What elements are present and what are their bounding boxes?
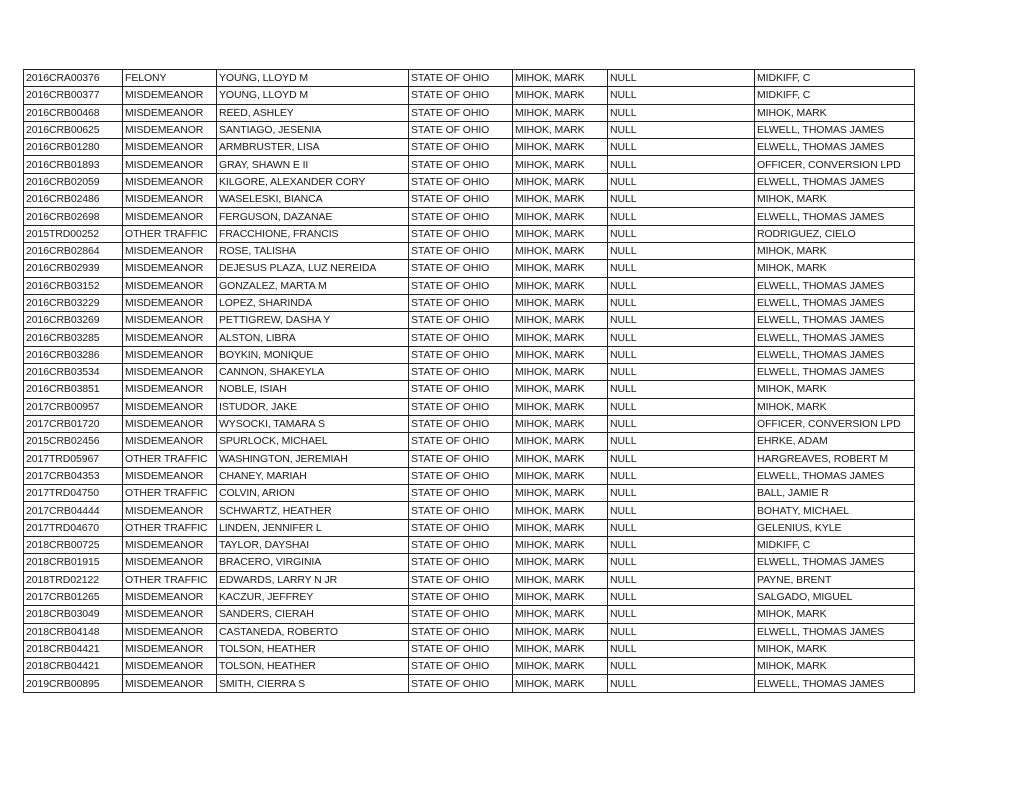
cell-attorney: NULL [608, 104, 755, 121]
cell-officer: HARGREAVES, ROBERT M [755, 450, 915, 467]
cell-attorney: NULL [608, 346, 755, 363]
cell-case-number: 2018TRD02122 [24, 571, 123, 588]
cell-officer: ELWELL, THOMAS JAMES [755, 173, 915, 190]
cell-officer: MIHOK, MARK [755, 104, 915, 121]
cell-case-number: 2018CRB01915 [24, 554, 123, 571]
cell-defendant: COLVIN, ARION [217, 485, 409, 502]
table-row [24, 537, 915, 554]
cell-attorney: NULL [608, 242, 755, 259]
cell-case-type: MISDEMEANOR [123, 398, 217, 415]
cell-case-type: MISDEMEANOR [123, 104, 217, 121]
cell-case-number: 2016CRB03269 [24, 312, 123, 329]
cell-officer: MIDKIFF, C [755, 87, 915, 104]
cell-case-number: 2016CRB02698 [24, 208, 123, 225]
cell-case-type: MISDEMEANOR [123, 433, 217, 450]
cell-attorney: NULL [608, 398, 755, 415]
cell-plaintiff: STATE OF OHIO [409, 346, 513, 363]
table-row [24, 623, 915, 640]
cell-officer: ELWELL, THOMAS JAMES [755, 294, 915, 311]
table-row [24, 312, 915, 329]
cell-officer: MIDKIFF, C [755, 537, 915, 554]
table-row [24, 156, 915, 173]
table-row [24, 242, 915, 259]
cell-case-number: 2017CRB04444 [24, 502, 123, 519]
cell-judge: MIHOK, MARK [513, 346, 608, 363]
cell-defendant: LINDEN, JENNIFER L [217, 519, 409, 536]
cell-case-type: MISDEMEANOR [123, 415, 217, 432]
table-row [24, 225, 915, 242]
cell-attorney: NULL [608, 502, 755, 519]
cell-judge: MIHOK, MARK [513, 675, 608, 692]
cell-case-type: FELONY [123, 70, 217, 87]
cell-defendant: FRACCHIONE, FRANCIS [217, 225, 409, 242]
cell-case-number: 2018CRB04148 [24, 623, 123, 640]
cell-defendant: REED, ASHLEY [217, 104, 409, 121]
cell-plaintiff: STATE OF OHIO [409, 87, 513, 104]
cell-case-type: MISDEMEANOR [123, 329, 217, 346]
cell-attorney: NULL [608, 658, 755, 675]
cell-plaintiff: STATE OF OHIO [409, 640, 513, 657]
cell-officer: ELWELL, THOMAS JAMES [755, 675, 915, 692]
cell-judge: MIHOK, MARK [513, 537, 608, 554]
cell-case-type: MISDEMEANOR [123, 346, 217, 363]
cell-defendant: TAYLOR, DAYSHAI [217, 537, 409, 554]
cell-plaintiff: STATE OF OHIO [409, 104, 513, 121]
cell-case-type: OTHER TRAFFIC [123, 485, 217, 502]
cell-attorney: NULL [608, 537, 755, 554]
cell-case-type: MISDEMEANOR [123, 173, 217, 190]
cell-attorney: NULL [608, 381, 755, 398]
cell-officer: ELWELL, THOMAS JAMES [755, 467, 915, 484]
cell-case-number: 2016CRA00376 [24, 70, 123, 87]
cell-plaintiff: STATE OF OHIO [409, 450, 513, 467]
cell-attorney: NULL [608, 260, 755, 277]
cell-attorney: NULL [608, 294, 755, 311]
cell-case-number: 2018CRB04421 [24, 640, 123, 657]
cell-attorney: NULL [608, 433, 755, 450]
cell-plaintiff: STATE OF OHIO [409, 364, 513, 381]
cell-defendant: WASHINGTON, JEREMIAH [217, 450, 409, 467]
cell-plaintiff: STATE OF OHIO [409, 225, 513, 242]
cell-attorney: NULL [608, 588, 755, 605]
cell-officer: ELWELL, THOMAS JAMES [755, 139, 915, 156]
cell-judge: MIHOK, MARK [513, 225, 608, 242]
cell-case-number: 2016CRB00377 [24, 87, 123, 104]
cell-attorney: NULL [608, 571, 755, 588]
cell-case-type: MISDEMEANOR [123, 658, 217, 675]
cell-officer: RODRIGUEZ, CIELO [755, 225, 915, 242]
cell-defendant: FERGUSON, DAZANAE [217, 208, 409, 225]
table-row [24, 606, 915, 623]
cell-plaintiff: STATE OF OHIO [409, 242, 513, 259]
cell-attorney: NULL [608, 415, 755, 432]
cell-plaintiff: STATE OF OHIO [409, 415, 513, 432]
cell-judge: MIHOK, MARK [513, 191, 608, 208]
cell-officer: MIHOK, MARK [755, 242, 915, 259]
cell-attorney: NULL [608, 208, 755, 225]
cell-defendant: YOUNG, LLOYD M [217, 87, 409, 104]
cell-officer: MIHOK, MARK [755, 381, 915, 398]
cell-case-type: MISDEMEANOR [123, 588, 217, 605]
cell-attorney: NULL [608, 623, 755, 640]
cell-defendant: CANNON, SHAKEYLA [217, 364, 409, 381]
cell-plaintiff: STATE OF OHIO [409, 139, 513, 156]
cell-officer: SALGADO, MIGUEL [755, 588, 915, 605]
cell-defendant: WASELESKI, BIANCA [217, 191, 409, 208]
cell-case-number: 2018CRB04421 [24, 658, 123, 675]
cell-case-number: 2017TRD04670 [24, 519, 123, 536]
cell-defendant: SMITH, CIERRA S [217, 675, 409, 692]
cell-case-type: MISDEMEANOR [123, 640, 217, 657]
cell-judge: MIHOK, MARK [513, 121, 608, 138]
table-row [24, 104, 915, 121]
cell-officer: OFFICER, CONVERSION LPD [755, 415, 915, 432]
cell-case-type: MISDEMEANOR [123, 554, 217, 571]
cell-plaintiff: STATE OF OHIO [409, 588, 513, 605]
cell-judge: MIHOK, MARK [513, 606, 608, 623]
cell-attorney: NULL [608, 173, 755, 190]
cell-defendant: TOLSON, HEATHER [217, 640, 409, 657]
table-row [24, 571, 915, 588]
table-row [24, 70, 915, 87]
cell-defendant: YOUNG, LLOYD M [217, 70, 409, 87]
cell-officer: ELWELL, THOMAS JAMES [755, 208, 915, 225]
cell-case-type: MISDEMEANOR [123, 277, 217, 294]
cell-case-type: MISDEMEANOR [123, 312, 217, 329]
cell-plaintiff: STATE OF OHIO [409, 571, 513, 588]
table-row [24, 658, 915, 675]
table-row [24, 398, 915, 415]
cell-judge: MIHOK, MARK [513, 467, 608, 484]
cell-judge: MIHOK, MARK [513, 588, 608, 605]
cell-plaintiff: STATE OF OHIO [409, 312, 513, 329]
cell-defendant: EDWARDS, LARRY N JR [217, 571, 409, 588]
case-records-table [23, 69, 915, 693]
cell-case-type: MISDEMEANOR [123, 87, 217, 104]
cell-case-number: 2016CRB02939 [24, 260, 123, 277]
cell-case-type: MISDEMEANOR [123, 139, 217, 156]
table-row [24, 433, 915, 450]
cell-plaintiff: STATE OF OHIO [409, 260, 513, 277]
cell-officer: EHRKE, ADAM [755, 433, 915, 450]
cell-defendant: KILGORE, ALEXANDER CORY [217, 173, 409, 190]
cell-attorney: NULL [608, 450, 755, 467]
cell-defendant: ROSE, TALISHA [217, 242, 409, 259]
cell-judge: MIHOK, MARK [513, 485, 608, 502]
cell-officer: MIHOK, MARK [755, 398, 915, 415]
cell-defendant: GRAY, SHAWN E II [217, 156, 409, 173]
cell-attorney: NULL [608, 121, 755, 138]
cell-case-number: 2016CRB02864 [24, 242, 123, 259]
cell-plaintiff: STATE OF OHIO [409, 398, 513, 415]
cell-case-number: 2017CRB00957 [24, 398, 123, 415]
table-row [24, 139, 915, 156]
cell-defendant: ISTUDOR, JAKE [217, 398, 409, 415]
cell-judge: MIHOK, MARK [513, 640, 608, 657]
cell-case-type: MISDEMEANOR [123, 606, 217, 623]
cell-officer: ELWELL, THOMAS JAMES [755, 277, 915, 294]
table-row [24, 208, 915, 225]
cell-case-number: 2016CRB02486 [24, 191, 123, 208]
cell-case-type: MISDEMEANOR [123, 191, 217, 208]
cell-case-type: OTHER TRAFFIC [123, 450, 217, 467]
table-row [24, 415, 915, 432]
cell-defendant: SCHWARTZ, HEATHER [217, 502, 409, 519]
cell-case-type: MISDEMEANOR [123, 675, 217, 692]
cell-defendant: CASTANEDA, ROBERTO [217, 623, 409, 640]
cell-case-number: 2015CRB02456 [24, 433, 123, 450]
cell-attorney: NULL [608, 467, 755, 484]
table-row [24, 329, 915, 346]
table-row [24, 675, 915, 692]
cell-defendant: LOPEZ, SHARINDA [217, 294, 409, 311]
cell-case-number: 2016CRB03285 [24, 329, 123, 346]
cell-case-type: MISDEMEANOR [123, 381, 217, 398]
cell-defendant: ARMBRUSTER, LISA [217, 139, 409, 156]
table-row [24, 191, 915, 208]
cell-officer: MIHOK, MARK [755, 658, 915, 675]
cell-plaintiff: STATE OF OHIO [409, 121, 513, 138]
cell-case-number: 2016CRB03229 [24, 294, 123, 311]
cell-judge: MIHOK, MARK [513, 554, 608, 571]
cell-officer: ELWELL, THOMAS JAMES [755, 623, 915, 640]
cell-case-type: MISDEMEANOR [123, 537, 217, 554]
cell-plaintiff: STATE OF OHIO [409, 173, 513, 190]
table-row [24, 294, 915, 311]
cell-defendant: BRACERO, VIRGINIA [217, 554, 409, 571]
cell-officer: ELWELL, THOMAS JAMES [755, 346, 915, 363]
cell-judge: MIHOK, MARK [513, 623, 608, 640]
cell-case-type: MISDEMEANOR [123, 208, 217, 225]
table-row [24, 485, 915, 502]
cell-attorney: NULL [608, 70, 755, 87]
cell-plaintiff: STATE OF OHIO [409, 191, 513, 208]
cell-judge: MIHOK, MARK [513, 519, 608, 536]
cell-officer: ELWELL, THOMAS JAMES [755, 121, 915, 138]
cell-officer: OFFICER, CONVERSION LPD [755, 156, 915, 173]
cell-officer: MIHOK, MARK [755, 260, 915, 277]
cell-plaintiff: STATE OF OHIO [409, 156, 513, 173]
cell-officer: BALL, JAMIE R [755, 485, 915, 502]
cell-attorney: NULL [608, 364, 755, 381]
cell-case-number: 2016CRB03534 [24, 364, 123, 381]
cell-defendant: NOBLE, ISIAH [217, 381, 409, 398]
table-row [24, 277, 915, 294]
cell-case-type: MISDEMEANOR [123, 242, 217, 259]
cell-plaintiff: STATE OF OHIO [409, 70, 513, 87]
cell-officer: ELWELL, THOMAS JAMES [755, 329, 915, 346]
cell-plaintiff: STATE OF OHIO [409, 623, 513, 640]
cell-officer: GELENIUS, KYLE [755, 519, 915, 536]
table-row [24, 450, 915, 467]
cell-defendant: SPURLOCK, MICHAEL [217, 433, 409, 450]
table-row [24, 554, 915, 571]
cell-case-number: 2016CRB01893 [24, 156, 123, 173]
cell-case-number: 2016CRB02059 [24, 173, 123, 190]
cell-attorney: NULL [608, 225, 755, 242]
cell-officer: ELWELL, THOMAS JAMES [755, 364, 915, 381]
cell-attorney: NULL [608, 485, 755, 502]
cell-judge: MIHOK, MARK [513, 381, 608, 398]
cell-plaintiff: STATE OF OHIO [409, 606, 513, 623]
cell-attorney: NULL [608, 191, 755, 208]
cell-case-type: MISDEMEANOR [123, 156, 217, 173]
cell-case-type: MISDEMEANOR [123, 121, 217, 138]
table-row [24, 87, 915, 104]
cell-case-type: OTHER TRAFFIC [123, 225, 217, 242]
cell-officer: PAYNE, BRENT [755, 571, 915, 588]
cell-defendant: ALSTON, LIBRA [217, 329, 409, 346]
cell-judge: MIHOK, MARK [513, 173, 608, 190]
cell-judge: MIHOK, MARK [513, 502, 608, 519]
table-row [24, 173, 915, 190]
table-row [24, 467, 915, 484]
cell-officer: MIDKIFF, C [755, 70, 915, 87]
cell-case-type: MISDEMEANOR [123, 623, 217, 640]
cell-judge: MIHOK, MARK [513, 364, 608, 381]
cell-judge: MIHOK, MARK [513, 277, 608, 294]
cell-judge: MIHOK, MARK [513, 139, 608, 156]
cell-case-number: 2016CRB00468 [24, 104, 123, 121]
cell-case-number: 2016CRB03286 [24, 346, 123, 363]
cell-attorney: NULL [608, 87, 755, 104]
cell-judge: MIHOK, MARK [513, 87, 608, 104]
cell-case-number: 2018CRB00725 [24, 537, 123, 554]
cell-judge: MIHOK, MARK [513, 104, 608, 121]
table-row [24, 519, 915, 536]
cell-case-number: 2015TRD00252 [24, 225, 123, 242]
table-row [24, 364, 915, 381]
cell-attorney: NULL [608, 606, 755, 623]
cell-case-type: OTHER TRAFFIC [123, 571, 217, 588]
cell-judge: MIHOK, MARK [513, 312, 608, 329]
cell-plaintiff: STATE OF OHIO [409, 277, 513, 294]
cell-officer: ELWELL, THOMAS JAMES [755, 312, 915, 329]
cell-case-number: 2016CRB03152 [24, 277, 123, 294]
cell-plaintiff: STATE OF OHIO [409, 467, 513, 484]
cell-defendant: CHANEY, MARIAH [217, 467, 409, 484]
cell-judge: MIHOK, MARK [513, 398, 608, 415]
cell-judge: MIHOK, MARK [513, 260, 608, 277]
cell-case-type: MISDEMEANOR [123, 502, 217, 519]
cell-judge: MIHOK, MARK [513, 433, 608, 450]
table-row [24, 260, 915, 277]
table-row [24, 588, 915, 605]
cell-case-number: 2017TRD04750 [24, 485, 123, 502]
cell-case-number: 2018CRB03049 [24, 606, 123, 623]
cell-attorney: NULL [608, 519, 755, 536]
cell-defendant: WYSOCKI, TAMARA S [217, 415, 409, 432]
cell-judge: MIHOK, MARK [513, 294, 608, 311]
table-row [24, 502, 915, 519]
cell-case-type: MISDEMEANOR [123, 467, 217, 484]
cell-plaintiff: STATE OF OHIO [409, 519, 513, 536]
cell-plaintiff: STATE OF OHIO [409, 329, 513, 346]
cell-officer: MIHOK, MARK [755, 191, 915, 208]
cell-defendant: TOLSON, HEATHER [217, 658, 409, 675]
cell-plaintiff: STATE OF OHIO [409, 433, 513, 450]
cell-case-number: 2017CRB01720 [24, 415, 123, 432]
table-row [24, 346, 915, 363]
cell-officer: ELWELL, THOMAS JAMES [755, 554, 915, 571]
cell-plaintiff: STATE OF OHIO [409, 537, 513, 554]
table-row [24, 121, 915, 138]
cell-attorney: NULL [608, 156, 755, 173]
case-records-body [24, 70, 915, 693]
cell-case-number: 2017TRD05967 [24, 450, 123, 467]
cell-plaintiff: STATE OF OHIO [409, 675, 513, 692]
table-row [24, 640, 915, 657]
cell-judge: MIHOK, MARK [513, 156, 608, 173]
cell-attorney: NULL [608, 277, 755, 294]
cell-judge: MIHOK, MARK [513, 571, 608, 588]
cell-case-number: 2019CRB00895 [24, 675, 123, 692]
cell-defendant: BOYKIN, MONIQUE [217, 346, 409, 363]
cell-attorney: NULL [608, 329, 755, 346]
cell-case-type: MISDEMEANOR [123, 294, 217, 311]
cell-attorney: NULL [608, 675, 755, 692]
cell-judge: MIHOK, MARK [513, 208, 608, 225]
cell-judge: MIHOK, MARK [513, 415, 608, 432]
cell-defendant: SANTIAGO, JESENIA [217, 121, 409, 138]
cell-officer: BOHATY, MICHAEL [755, 502, 915, 519]
cell-case-number: 2016CRB00625 [24, 121, 123, 138]
cell-attorney: NULL [608, 640, 755, 657]
cell-defendant: KACZUR, JEFFREY [217, 588, 409, 605]
cell-plaintiff: STATE OF OHIO [409, 208, 513, 225]
cell-case-type: OTHER TRAFFIC [123, 519, 217, 536]
cell-judge: MIHOK, MARK [513, 70, 608, 87]
cell-plaintiff: STATE OF OHIO [409, 658, 513, 675]
cell-plaintiff: STATE OF OHIO [409, 554, 513, 571]
cell-plaintiff: STATE OF OHIO [409, 381, 513, 398]
cell-attorney: NULL [608, 139, 755, 156]
cell-officer: MIHOK, MARK [755, 606, 915, 623]
cell-case-number: 2017CRB01265 [24, 588, 123, 605]
cell-defendant: SANDERS, CIERAH [217, 606, 409, 623]
cell-judge: MIHOK, MARK [513, 242, 608, 259]
cell-case-type: MISDEMEANOR [123, 364, 217, 381]
cell-judge: MIHOK, MARK [513, 450, 608, 467]
cell-judge: MIHOK, MARK [513, 658, 608, 675]
cell-case-type: MISDEMEANOR [123, 260, 217, 277]
cell-judge: MIHOK, MARK [513, 329, 608, 346]
cell-case-number: 2016CRB03851 [24, 381, 123, 398]
cell-attorney: NULL [608, 312, 755, 329]
table-row [24, 381, 915, 398]
cell-plaintiff: STATE OF OHIO [409, 294, 513, 311]
cell-officer: MIHOK, MARK [755, 640, 915, 657]
cell-plaintiff: STATE OF OHIO [409, 485, 513, 502]
cell-case-number: 2017CRB04353 [24, 467, 123, 484]
cell-defendant: DEJESUS PLAZA, LUZ NEREIDA [217, 260, 409, 277]
cell-defendant: PETTIGREW, DASHA Y [217, 312, 409, 329]
cell-case-number: 2016CRB01280 [24, 139, 123, 156]
cell-defendant: GONZALEZ, MARTA M [217, 277, 409, 294]
cell-attorney: NULL [608, 554, 755, 571]
cell-plaintiff: STATE OF OHIO [409, 502, 513, 519]
